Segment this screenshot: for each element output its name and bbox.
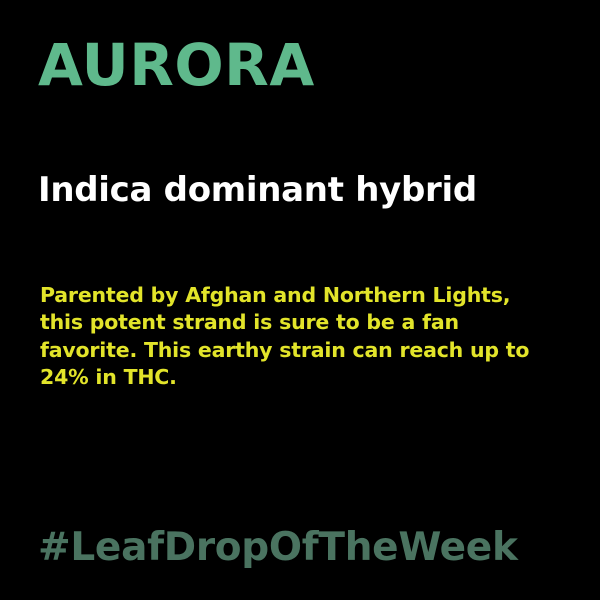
- hashtag-label: #LeafDropOfTheWeek: [38, 525, 518, 570]
- strain-description: Parented by Afghan and Northern Lights, this potent strand is sure to be a fan favorite. This earthy strain can reach up to 24% in THC.: [40, 283, 530, 389]
- strain-title: AURORA: [38, 31, 315, 99]
- strain-type-subtitle: Indica dominant hybrid: [38, 170, 477, 210]
